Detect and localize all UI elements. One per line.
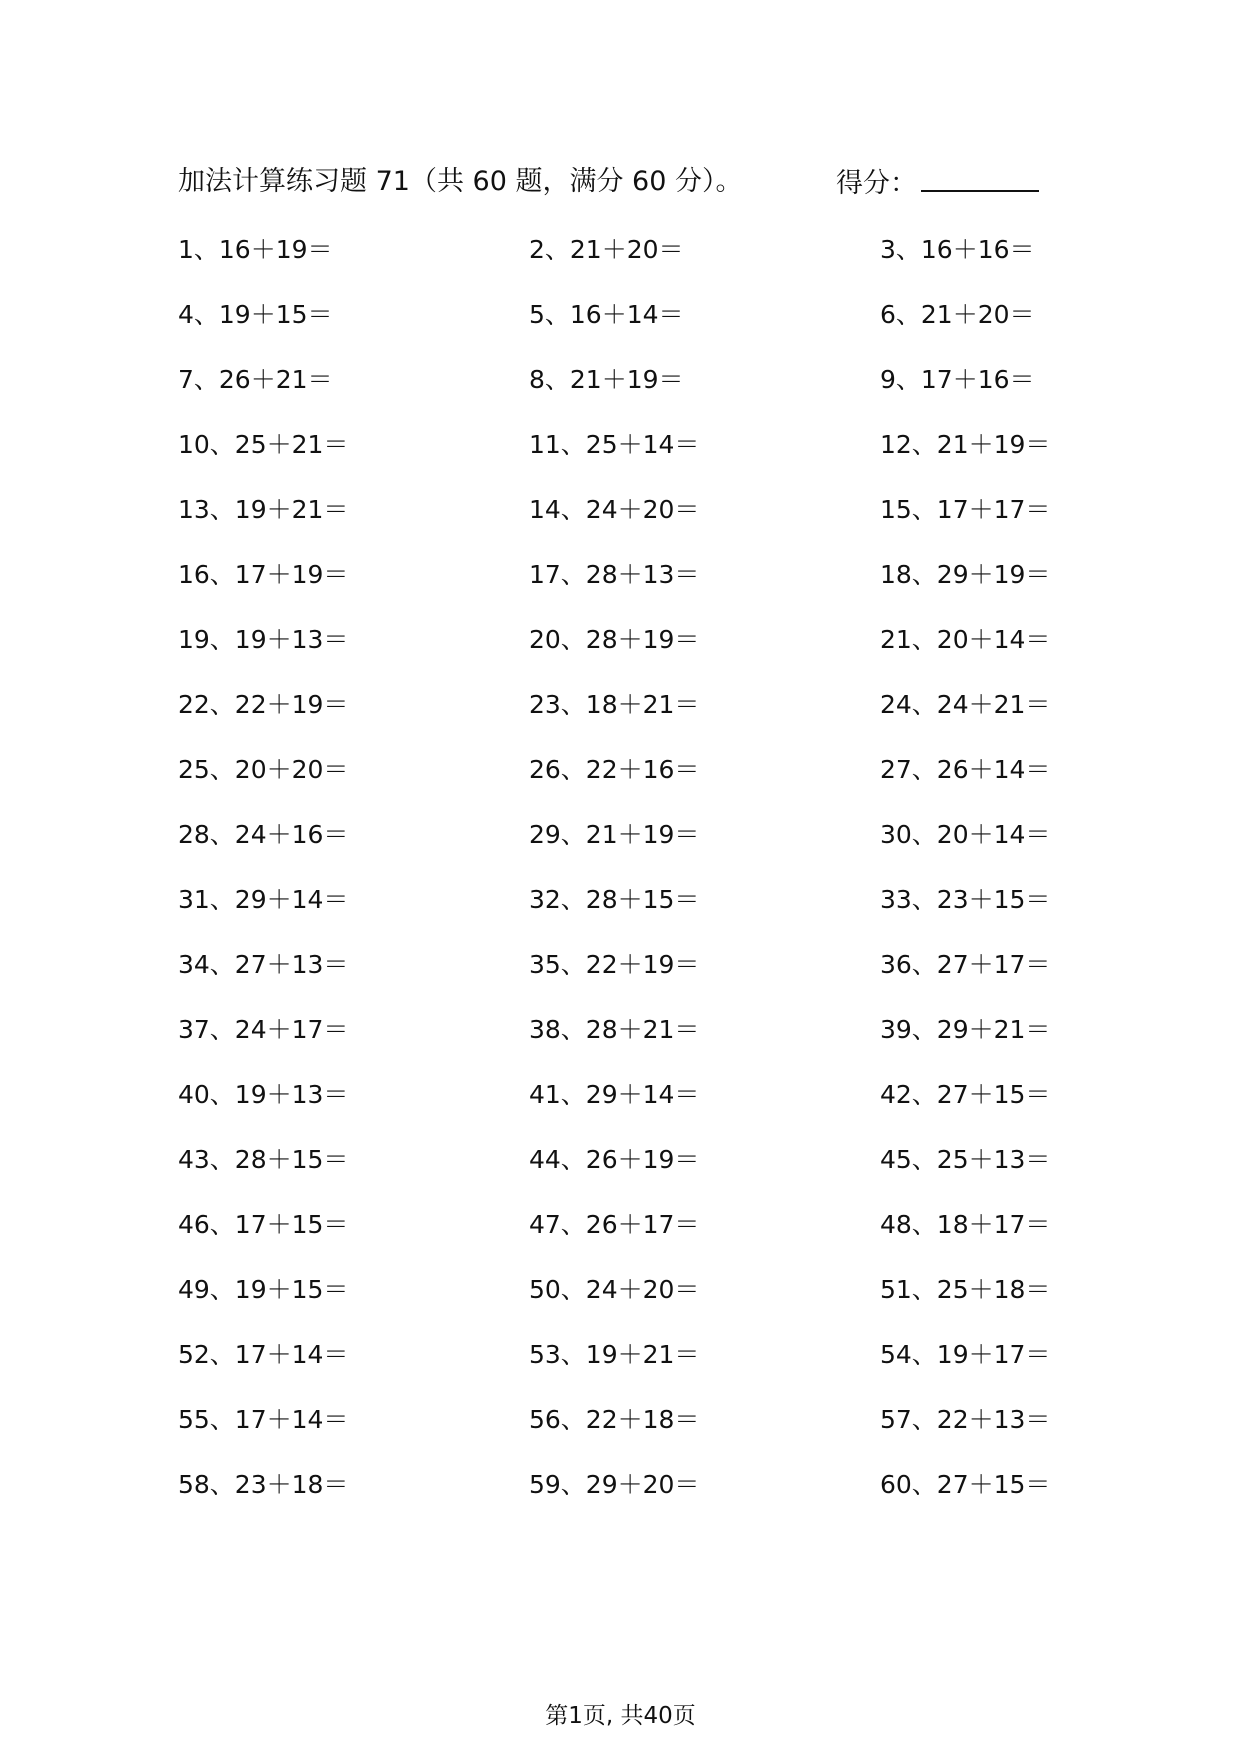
problem-item: 12、21＋19＝ (880, 430, 1051, 459)
problem-item: 4、19＋15＝ (178, 300, 333, 329)
problem-item: 53、19＋21＝ (529, 1340, 700, 1369)
problem-item: 19、19＋13＝ (178, 625, 349, 654)
problem-item: 17、28＋13＝ (529, 560, 700, 589)
problem-item: 37、24＋17＝ (178, 1015, 349, 1044)
problem-item: 41、29＋14＝ (529, 1080, 700, 1109)
worksheet-header (178, 160, 1078, 204)
problem-item: 32、28＋15＝ (529, 885, 700, 914)
problem-item: 28、24＋16＝ (178, 820, 349, 849)
problem-item: 46、17＋15＝ (178, 1210, 349, 1239)
problem-item: 21、20＋14＝ (880, 625, 1051, 654)
problem-item: 43、28＋15＝ (178, 1145, 349, 1174)
problem-item: 7、26＋21＝ (178, 365, 333, 394)
problem-item: 23、18＋21＝ (529, 690, 700, 719)
problem-item: 48、18＋17＝ (880, 1210, 1051, 1239)
problem-item: 26、22＋16＝ (529, 755, 700, 784)
page-footer: 第1页, 共40页 (545, 1703, 696, 1729)
problem-item: 5、16＋14＝ (529, 300, 684, 329)
problem-item: 50、24＋20＝ (529, 1275, 700, 1304)
problem-item: 1、16＋19＝ (178, 235, 333, 264)
problem-item: 16、17＋19＝ (178, 560, 349, 589)
problem-item: 60、27＋15＝ (880, 1470, 1051, 1499)
problem-item: 8、21＋19＝ (529, 365, 684, 394)
problem-item: 3、16＋16＝ (880, 235, 1035, 264)
problem-item: 42、27＋15＝ (880, 1080, 1051, 1109)
problem-item: 13、19＋21＝ (178, 495, 349, 524)
problem-item: 27、26＋14＝ (880, 755, 1051, 784)
problem-item: 47、26＋17＝ (529, 1210, 700, 1239)
problem-item: 45、25＋13＝ (880, 1145, 1051, 1174)
problem-item: 56、22＋18＝ (529, 1405, 700, 1434)
problem-item: 54、19＋17＝ (880, 1340, 1051, 1369)
problem-item: 9、17＋16＝ (880, 365, 1035, 394)
problem-item: 11、25＋14＝ (529, 430, 700, 459)
problem-item: 59、29＋20＝ (529, 1470, 700, 1499)
problem-item: 44、26＋19＝ (529, 1145, 700, 1174)
problem-item: 6、21＋20＝ (880, 300, 1035, 329)
problem-item: 49、19＋15＝ (178, 1275, 349, 1304)
score-field (836, 160, 1039, 206)
score-label: 得分： (836, 168, 917, 199)
problem-item: 25、20＋20＝ (178, 755, 349, 784)
problem-item: 38、28＋21＝ (529, 1015, 700, 1044)
problem-item: 57、22＋13＝ (880, 1405, 1051, 1434)
problem-item: 52、17＋14＝ (178, 1340, 349, 1369)
problem-item: 55、17＋14＝ (178, 1405, 349, 1434)
problem-item: 14、24＋20＝ (529, 495, 700, 524)
problem-item: 31、29＋14＝ (178, 885, 349, 914)
score-blank-line (921, 160, 1039, 192)
problem-grid (178, 228, 1078, 1528)
problem-item: 36、27＋17＝ (880, 950, 1051, 979)
problem-item: 20、28＋19＝ (529, 625, 700, 654)
problem-item: 29、21＋19＝ (529, 820, 700, 849)
problem-item: 51、25＋18＝ (880, 1275, 1051, 1304)
problem-item: 10、25＋21＝ (178, 430, 349, 459)
problem-item: 18、29＋19＝ (880, 560, 1051, 589)
problem-item: 24、24＋21＝ (880, 690, 1051, 719)
problem-item: 15、17＋17＝ (880, 495, 1051, 524)
problem-item: 39、29＋21＝ (880, 1015, 1051, 1044)
problem-item: 30、20＋14＝ (880, 820, 1051, 849)
problem-item: 33、23＋15＝ (880, 885, 1051, 914)
worksheet-title: 加法计算练习题 71（共 60 题，满分 60 分）。 (178, 166, 743, 197)
problem-item: 35、22＋19＝ (529, 950, 700, 979)
problem-item: 2、21＋20＝ (529, 235, 684, 264)
problem-item: 34、27＋13＝ (178, 950, 349, 979)
problem-item: 22、22＋19＝ (178, 690, 349, 719)
problem-item: 58、23＋18＝ (178, 1470, 349, 1499)
problem-item: 40、19＋13＝ (178, 1080, 349, 1109)
